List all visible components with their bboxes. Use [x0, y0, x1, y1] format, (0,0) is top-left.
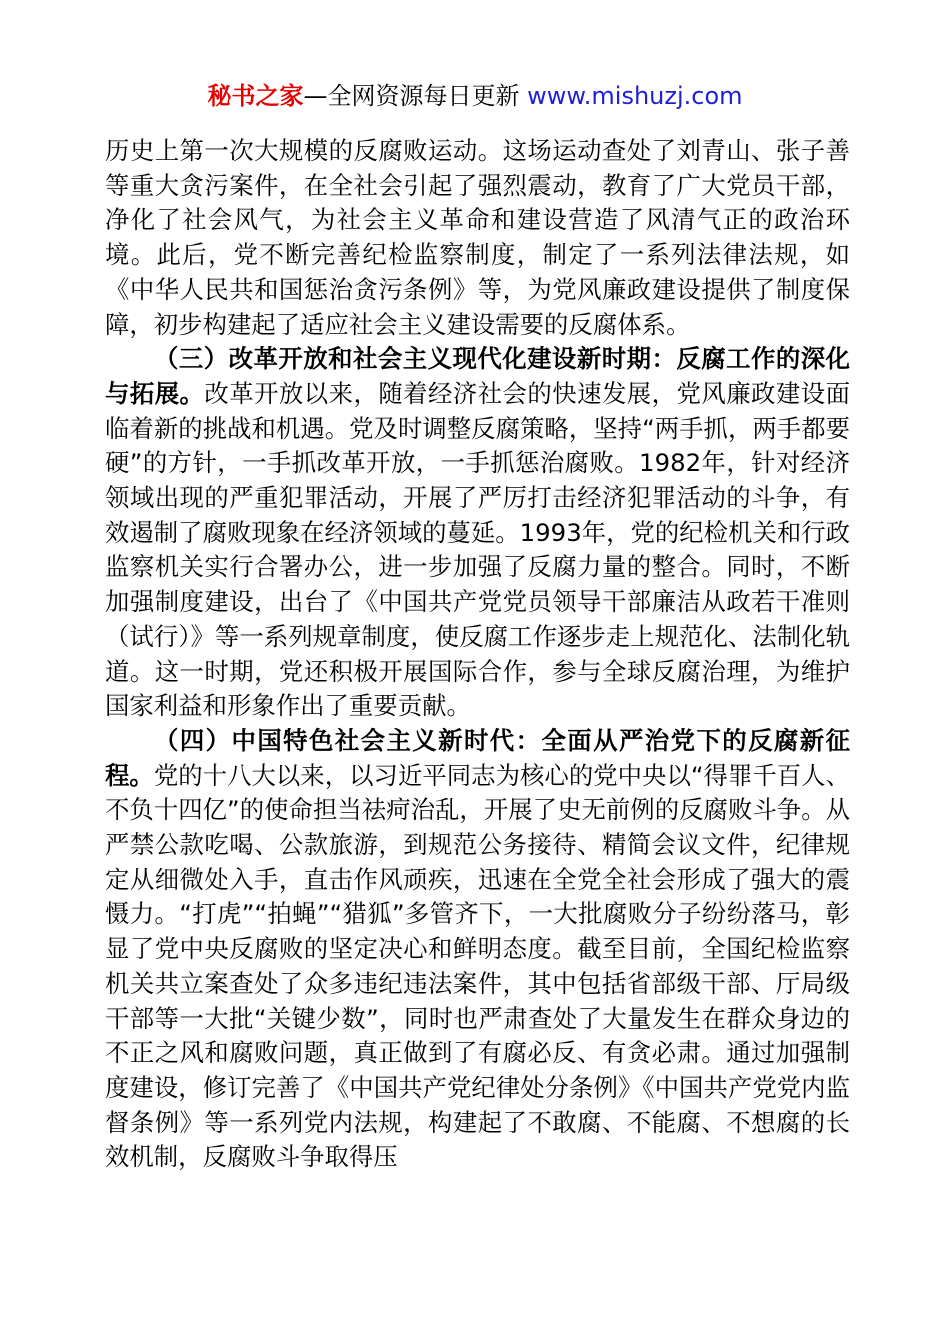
paragraph-section-3	[105, 342, 850, 724]
document-body	[105, 134, 850, 1175]
site-url-link[interactable]: www.mishuzj.com	[527, 82, 743, 110]
paragraph-body: 历史上第一次大规模的反腐败运动。这场运动查处了刘青山、张子善等重大贪污案件，在全社会引起了强烈震动，教育了广大党员干部，净化了社会风气，为社会主义革命和建设营造了风清气正的政治环境。此后，党不断完善纪检监察制度，制定了一系列法律法规，如《中华人民共和国惩治贪污条例》等，为党风廉政建设提供了制度保障，初步构建起了适应社会主义建设需要的反腐体系。	[105, 136, 850, 339]
site-brand: 秘书之家	[207, 82, 304, 110]
paragraph-continuation	[105, 134, 850, 342]
paragraph-body: 党的十八大以来，以习近平同志为核心的党中央以“得罪千百人、不负十四亿”的使命担当祛疴治乱，开展了史无前例的反腐败斗争。从严禁公款吃喝、公款旅游，到规范公务接待、精简会议文件，纪律规定从细微处入手，直击作风顽疾，迅速在全党全社会形成了强大的震慑力。“打虎”“拍蝇”“猎狐”多管齐下，一大批腐败分子纷纷落马，彰显了党中央反腐败的坚定决心和鲜明态度。截至目前，全国纪检监察机关共立案查处了众多违纪违法案件，其中包括省部级干部、厅局级干部等一大批“关键少数”，同时也严肃查处了大量发生在群众身边的不正之风和腐败问题，真正做到了有腐必反、有贪必肃。通过加强制度建设，修订完善了《中国共产党纪律处分条例》《中国共产党党内监督条例》等一系列党内法规，构建起了不敢腐、不能腐、不想腐的长效机制，反腐败斗争取得压	[105, 760, 850, 1172]
site-header	[0, 80, 950, 112]
section-heading: （三）改革开放和社会主义现代化建设新时期：反腐工作的深化与拓展。	[105, 344, 850, 408]
section-heading: （四）中国特色社会主义新时代：全面从严治党下的反腐新征程。	[105, 725, 850, 790]
site-tagline: —全网资源每日更新	[303, 82, 520, 110]
paragraph-section-4	[105, 724, 850, 1175]
paragraph-body: 改革开放以来，随着经济社会的快速发展，党风廉政建设面临着新的挑战和机遇。党及时调整反腐策略，坚持“两手抓，两手都要硬”的方针，一手抓改革开放，一手抓惩治腐败。1982年，针对经济领域出现的严重犯罪活动，开展了严厉打击经济犯罪活动的斗争，有效遏制了腐败现象在经济领域的蔓延。1993年，党的纪检机关和行政监察机关实行合署办公，进一步加强了反腐力量的整合。同时，不断加强制度建设，出台了《中国共产党党员领导干部廉洁从政若干准则（试行）》等一系列规章制度，使反腐工作逐步走上规范化、法制化轨道。这一时期，党还积极开展国际合作，参与全球反腐治理，为维护国家利益和形象作出了重要贡献。	[105, 378, 851, 721]
